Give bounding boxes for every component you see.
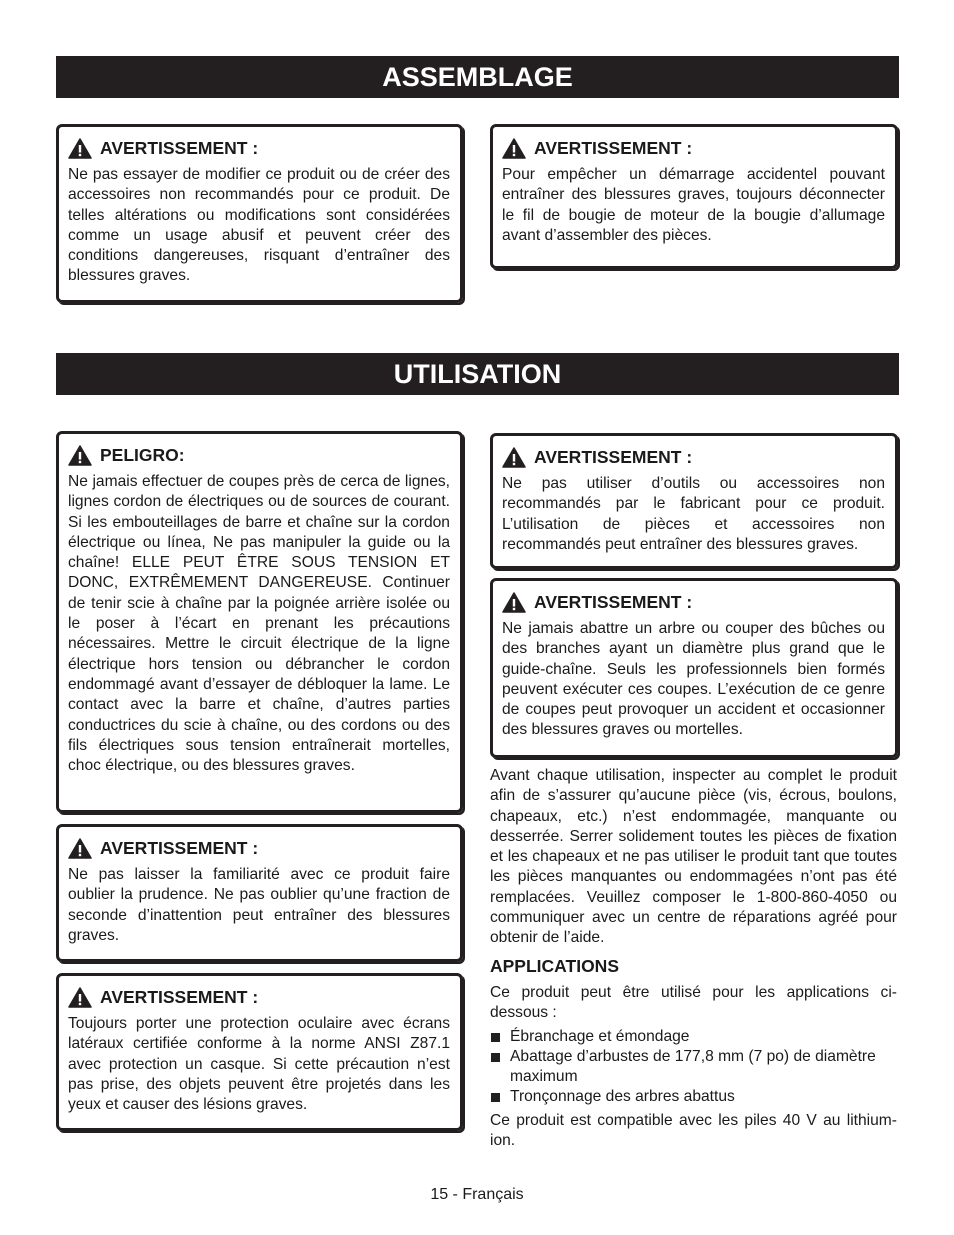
warning-title: AVERTISSEMENT :	[534, 446, 693, 467]
applications-heading: APPLICATIONS	[490, 956, 619, 976]
danger-text: Ne jamais effectuer de coupes près de cerca de lignes, lignes cordon de électriques ou de sources de courant. Si les embouteillages de barre et chaîne sur la cordon électrique ou línea, Ne pas manipuler la guide ou la chaîne! ELLE PEUT ÊTRE SOUS TENSION ET DONC, EXTRÊMEMENT DANGEREUSE. Continuer de tenir scie à chaîne par la poignée arrière isolée ou le poser à l’écart en prenant les précautions nécessaires. Mettre le circuit électrique de la ligne électrique hors tension ou débrancher le cordon endommagé avant d’essayer de débloquer la lame. Le contact avec la barre et chaîne, d’autres parties conductrices du scie à chaîne, ou des cordons ou des fils électriques sous tension entraînerait mortelles, choc électrique, ou des blessures graves.	[68, 473, 450, 775]
warning-header	[68, 986, 450, 1008]
applications-list	[490, 1027, 897, 1108]
warning-header	[502, 446, 885, 468]
battery-note: Ce produit est compatible avec les piles 40 V au lithium-ion.	[490, 1111, 897, 1150]
list-item: Ébranchage et émondage	[490, 1027, 897, 1047]
warning-box-spark-plug	[490, 124, 898, 269]
list-item: Abattage d’arbustes de 177,8 mm (7 po) de diamètre maximum	[490, 1047, 897, 1088]
section-heading-utilisation: UTILISATION	[56, 353, 899, 395]
warning-header	[68, 137, 450, 159]
warning-text: Ne pas laisser la familiarité avec ce produit faire oublier la prudence. Ne pas oublier qu’une fraction de seconde d’inattention peut entraîner des blessures graves.	[68, 866, 450, 944]
danger-box-power-lines	[56, 431, 463, 813]
danger-header	[68, 444, 450, 466]
warning-header	[502, 591, 885, 613]
list-item: Tronçonnage des arbres abattus	[490, 1087, 897, 1107]
inspection-paragraph: Avant chaque utilisation, inspecter au complet le produit afin de s’assurer qu’aucune pièce (vis, écrous, boulons, chapeaux, etc.) n’est endommagée, manquante ou desserrée. Serrer solidement toutes les pièces de fixation et les chapeaux et ne pas utiliser le produit tant que toutes les pièces manquantes ou endommagées n’ont pas été remplacées. Veuillez composer le 1-800-860-4050 ou communiquer avec un centre de réparations agréé pour obtenir de l’aide.	[490, 767, 897, 947]
warning-triangle-icon	[68, 838, 92, 859]
warning-header	[502, 137, 885, 159]
warning-box-trees	[490, 578, 898, 758]
warning-text: Ne pas utiliser d’outils ou accessoires non recommandés par le fabricant pour ce produit. L’utilisation de pièces et accessoires non recommandés peut entraîner des blessures graves.	[502, 475, 885, 553]
applications-section	[490, 983, 897, 1151]
page-footer: 15 - Français	[430, 1186, 524, 1203]
warning-title: AVERTISSEMENT :	[100, 837, 259, 858]
warning-triangle-icon	[502, 592, 526, 613]
warning-title: AVERTISSEMENT :	[534, 137, 693, 158]
warning-box-familiarity	[56, 824, 463, 962]
warning-text: Toujours porter une protection oculaire avec écrans latéraux certifiée conforme à la norme ANSI Z87.1 avec protection un casque. Si cette précaution n’est pas prise, des objets peuvent être projetés dans les yeux et causer des lésions graves.	[68, 1015, 450, 1114]
warning-triangle-icon	[502, 447, 526, 468]
warning-triangle-icon	[502, 138, 526, 159]
warning-box-modification	[56, 124, 463, 303]
section-heading-assemblage: ASSEMBLAGE	[56, 56, 899, 98]
warning-triangle-icon	[68, 445, 92, 466]
warning-header	[68, 837, 450, 859]
warning-box-eye-protection	[56, 973, 463, 1131]
warning-text: Ne pas essayer de modifier ce produit ou de créer des accessoires non recommandés pour ce produit. De telles altérations ou modifications sont considérées comme un usage abusif et peuvent créer des conditions dangereuses, risquant d’entraîner des blessures graves.	[68, 166, 450, 285]
warning-text: Ne jamais abattre un arbre ou couper des bûches ou des branches ayant un diamètre plus grand que le guide-chaîne. Seuls les professionnels bien formés peuvent exécuter ces coupes. L’exécution de ce genre de coupes peut provoquer un accident et occasionner des blessures graves ou mortelles.	[502, 620, 885, 739]
warning-title: AVERTISSEMENT :	[100, 986, 259, 1007]
warning-triangle-icon	[68, 987, 92, 1008]
warning-triangle-icon	[68, 138, 92, 159]
danger-title: PELIGRO:	[100, 444, 185, 465]
warning-text: Pour empêcher un démarrage accidentel pouvant entraîner des blessures graves, toujours déconnecter le fil de bougie de moteur de la bougie d’allumage avant d’assembler des pièces.	[502, 166, 885, 244]
warning-title: AVERTISSEMENT :	[100, 137, 259, 158]
warning-box-tools	[490, 433, 898, 569]
applications-intro: Ce produit peut être utilisé pour les applications ci-dessous :	[490, 984, 897, 1022]
warning-title: AVERTISSEMENT :	[534, 591, 693, 612]
